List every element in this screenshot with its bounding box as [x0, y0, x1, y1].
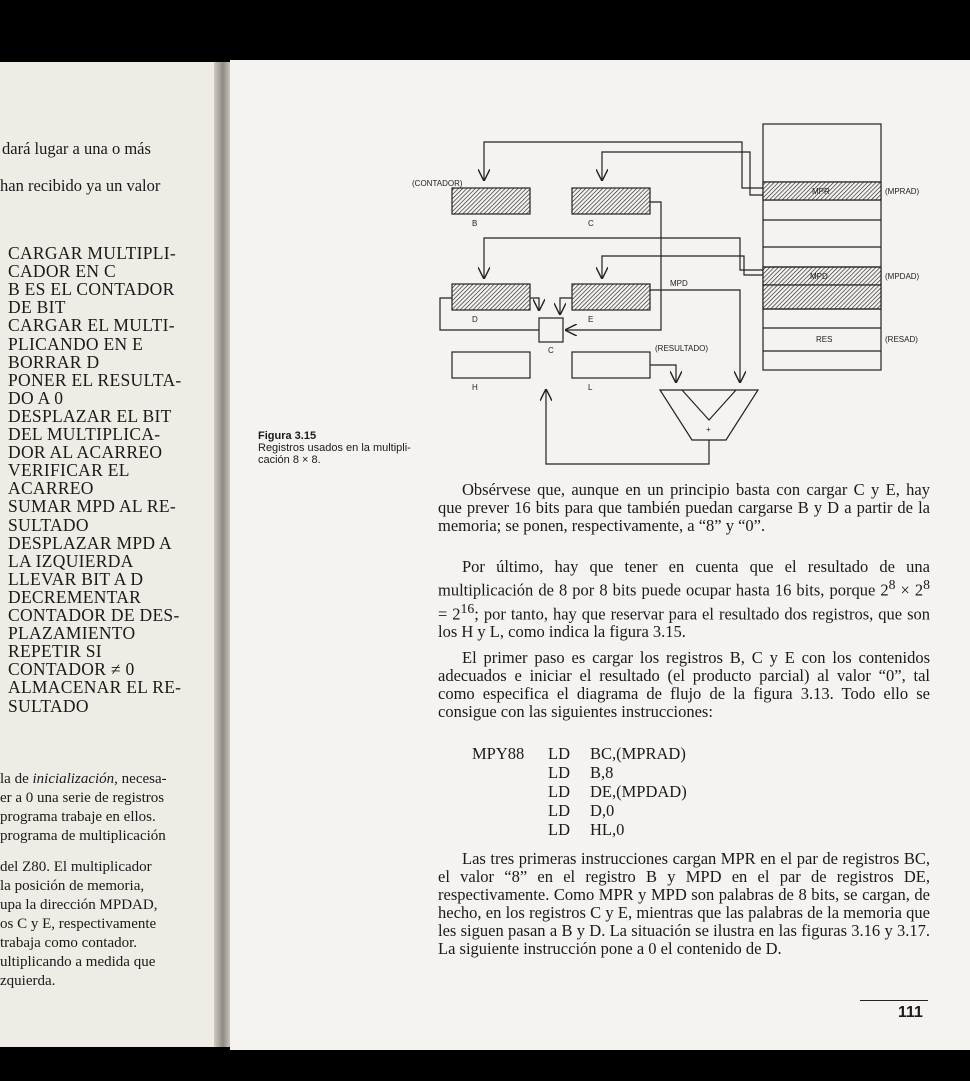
svg-text:B: B [472, 219, 478, 228]
left-page [0, 62, 222, 1047]
comment-line: PLICANDO EN E [8, 333, 144, 354]
comment-line: PLAZAMIENTO [8, 623, 136, 644]
right-page [230, 60, 970, 1050]
para-line: la posición de memoria, [0, 878, 145, 894]
body-paragraph-3: El primer paso es cargar los registros B, C y E con los contenidos adecuados e iniciar el resultado (el producto parcial) al valor “0”, tal como especifica el diagrama de flujo de la figura 3.13. Todo ello se consigue con las siguientes instrucciones: [438, 648, 930, 721]
register-c [572, 188, 650, 214]
page-number: 111 [898, 1004, 923, 1021]
comment-line: B ES EL CONTADOR [8, 279, 175, 300]
code-line: LD D,0 [548, 801, 615, 820]
para-line: ultiplicando a medida que [0, 954, 156, 970]
comment-line: REPETIR SI [8, 641, 102, 662]
comment-line: DESPLAZAR EL BIT [8, 405, 172, 426]
comment-line: CONTADOR DE DES- [8, 605, 180, 625]
body-paragraph-4: Las tres primeras instrucciones cargan MPR en el par de registros BC, el valor “8” en el registro B y MPD en el par de registros DE, respectivamente. Como MPR y MPD son palabras de 8 bits, se cargan, de hecho, en los registros C y E, mientras que las palabras de la memoria que les siguen pasan a B y D. La situación se ilustra en las figuras 3.16 y 3.17. La siguiente instrucción pone a 0 el contenido de D. [438, 849, 930, 958]
comment-line: SULTADO [8, 695, 89, 716]
svg-text:MPD: MPD [810, 272, 828, 281]
code-line: MPY88 LD BC,(MPRAD) [472, 744, 686, 763]
comment-line: CONTADOR ≠ 0 [8, 659, 135, 680]
svg-text:L: L [588, 383, 593, 392]
comment-line: DE BIT [8, 297, 66, 318]
mpd-next-cell [763, 285, 881, 309]
body-paragraph-2: Por último, hay que tener en cuenta que el resultado de una multiplicación de 8 por 8 bits puede ocupar hasta 16 bits, porque $2^8 \times 2^8 = 2^{16}$; por tanto, hay que reservar para el resultado dos registros, que son los H y L, como indica la figura 3.15. [438, 557, 930, 641]
svg-text:D: D [472, 315, 478, 324]
svg-text:RES: RES [816, 335, 833, 344]
para-line: er a 0 una serie de registros [0, 790, 165, 806]
para-line: upa la dirección MPDAD, [0, 897, 158, 913]
para-line: programa de multiplicación [0, 828, 166, 844]
para-line: del Z80. El multiplicador [0, 859, 152, 875]
carry-flag [539, 318, 563, 342]
para-line: trabaja como contador. [0, 935, 138, 951]
comment-line: DEL MULTIPLICA- [8, 424, 161, 444]
svg-text:(CONTADOR): (CONTADOR) [412, 179, 463, 188]
comment-line: DO A 0 [8, 387, 64, 408]
register-e [572, 284, 650, 310]
para-line: zquierda. [0, 973, 56, 989]
intro-line: dará lugar a una o más [2, 139, 151, 158]
register-b [452, 188, 530, 214]
svg-text:(MPRAD): (MPRAD) [885, 187, 920, 196]
comment-line: CARGAR MULTIPLI- [8, 243, 176, 263]
code-line: LD HL,0 [548, 820, 625, 839]
comment-line: SUMAR MPD AL RE- [8, 496, 176, 517]
page-number-rule [860, 1000, 928, 1001]
comment-line: VERIFICAR EL [8, 460, 130, 481]
register-l [572, 352, 650, 378]
svg-text:MPR: MPR [812, 187, 830, 196]
figure-caption: Figura 3.15 Registros usados en la multipli- cación 8 × 8. [258, 430, 418, 466]
code-listing [472, 744, 687, 839]
svg-text:C: C [588, 219, 594, 228]
body-paragraph-1: Obsérvese que, aunque en un principio basta con cargar C y E, hay que prever 16 bits para que también puedan cargarse B y D a partir de la memoria; se ponen, respectivamente, a “8” y “0”. [438, 480, 930, 535]
figure-label: Figura 3.15 [258, 430, 317, 442]
svg-text:(RESULTADO): (RESULTADO) [655, 344, 709, 353]
svg-text:C: C [548, 346, 554, 355]
para-line: os C y E, respectivamente [0, 916, 157, 932]
code-line: LD B,8 [548, 763, 614, 782]
svg-text:H: H [472, 383, 478, 392]
comment-line: CADOR EN C [8, 261, 117, 282]
comment-line: DOR AL ACARREO [8, 442, 163, 463]
comment-line: DECREMENTAR [8, 586, 142, 607]
register-diagram [230, 60, 970, 480]
comment-line: DESPLAZAR MPD A [8, 532, 172, 553]
comment-line: LA IZQUIERDA [8, 550, 134, 571]
comment-line: LLEVAR BIT A D [8, 568, 144, 589]
register-h [452, 352, 530, 378]
para-line: programa trabaje en ellos. [0, 809, 156, 825]
svg-text:E: E [588, 315, 594, 324]
svg-text:(MPDAD): (MPDAD) [885, 272, 920, 281]
svg-text:MPD: MPD [670, 279, 688, 288]
para-line: la de inicialización, necesa- [0, 771, 167, 787]
comment-line: PONER EL RESULTA- [8, 369, 182, 390]
intro-line: han recibido ya un valor [0, 176, 161, 195]
comment-line: SULTADO [8, 514, 89, 535]
comment-line: ALMACENAR EL RE- [8, 677, 182, 698]
svg-text:+: + [706, 425, 711, 434]
svg-text:(RESAD): (RESAD) [885, 335, 918, 344]
code-line: LD DE,(MPDAD) [548, 782, 687, 801]
register-d [452, 284, 530, 310]
comment-line: CARGAR EL MULTI- [8, 315, 175, 336]
comment-line: BORRAR D [8, 351, 100, 372]
comment-line: ACARREO [8, 478, 94, 499]
